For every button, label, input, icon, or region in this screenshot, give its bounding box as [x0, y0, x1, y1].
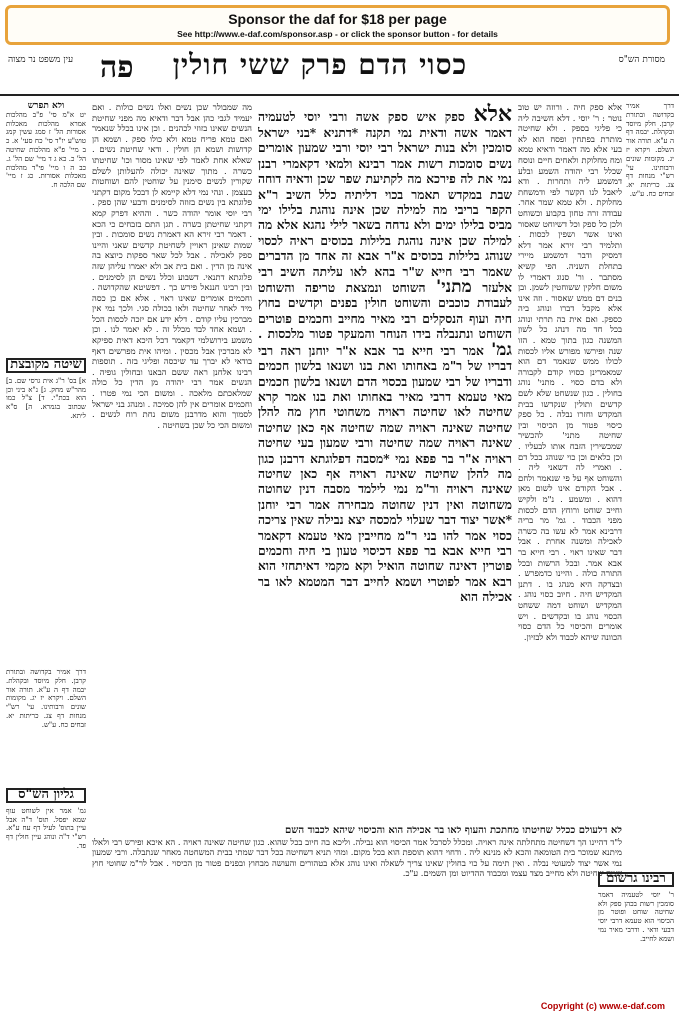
header-rule — [0, 94, 679, 96]
bottom-rashi-text: ל"ד דהיינו הך דשחיטה מתחלתה אינה ראויה. ומכלל לסרבל אמר הכיסוי הוא נבילה. וליכא בה חיוב בכל שהוא. כגון שחיטה שאינה ראויה . הא איכא ופירש רבי ולאלו מיתנא שמוכר בית הטומאה והכא לא מנינא ליה . ודחוי דהוא תוספת הוא בכל מקום. ומהי תניא דשחיטה בכל דבר שמתי בבית המשחטה מאחר שנתבלה. ורבי שמעון נמי אשר יצוד למעוטי נבלה . ואין תימה על כוי בחולין שאינו צריך לשאלה ואינו נוהג אלא בטהורים והעושה מבחוץ ובפנים פטור מן הכיסוי . אבל לר"מ שחוטי חוץ שמה שחיטה ולא מחייב מצד עצמו ומכבוד ההדיוט ומן השמים. ע"כ. — [92, 836, 622, 879]
copyright-link[interactable]: Copyright (c) www.e-daf.com — [540, 1001, 665, 1011]
bottom-commentary — [92, 826, 622, 996]
gilyon-text: גמ' אמר אין לשוחט עוף שמא יפסל. תוס' ד"ה אבל עיין בתוס' לעיל דף עח ע"א. רש"י ד"ה ונוהג עיין חולין דף פד. — [6, 806, 86, 850]
rambam-text: יט א"מ סי' פ"ב מהלכות אמרא מהלכות מאכלות אסורות הל' ז סמג עשין קמג טוש"ע יו"ד סי' כח סעי' א. כ ב מיי' פ"א מהלכות שחיטה הל' כ. כא ג ד מיי' שם הל' ג. כב ה ו מיי' פי"ד מהלכות מאכלות אסורות. כג ז מיי' שם הלכה ח. — [6, 110, 86, 190]
gemara-label: גמ' — [491, 339, 512, 360]
shita-box — [6, 354, 86, 554]
mishnah-text: השוחט ונמצאת טריפה והשוחט לעבודת כוכבים והשוחט חולין בפנים וקדשים בחוץ חיה ועוף הנסקלים רבי מאיר מחייב וחכמים פוטרים השוחט ונתנבלה בידו הנוחר והמעקר פטור מלכסות . — [258, 281, 512, 342]
shita-text: א] בס' ר"ג אית גרסי שם. ב] מהר"ש מחק. ג] נ"א ביני וכן הוא בכת"י. ד] צ"ל כמו שכתוב בגמרא. ה] ס"א ליתא. — [6, 376, 86, 420]
gemara-text-c: לא דלעולם ככלל שחיטתו מחתכת והעוף לאו בר אכילה הוא והכיסוי שיהא לכבוד השם — [285, 826, 622, 836]
rambam-title: ולא תפרש — [27, 102, 65, 111]
left-notes-text: דרך אמיר בקדושה ובתורת קרבן. חלק מיוסד ובקהלת. יבמה דף ה ע"א. תורה אור השלם. ויקרא יז יג. מקומות שונים ורבותינו. עי' רש"י מנחות דף צג. כריתות יא. זבחים כח. ע"ש. — [6, 668, 86, 729]
rashi-text: אלא ספק חיה . ורוזה יש טוב נוטר : ר' יוסי . דלא חשיבה ליה כי פליגי בספק . ולא שחיטה מותרת בפתחין ופסח הוא לא בעי אלא מה דאמר ודאיא טמא ומח מחלוקת ולאחים חיים ונוסח שכלל רבי יהודה השמע ובלע דמשמע ליה ותחרות . ודא ליאבל לנו הקשר לפי ודמשחת מחלוקת . ולא טמא שמר אחר. עבודה זרה טחון בקבוע וכשוחט ולכן כל ספק וכל דשיוחט שאסור ואינו אשר ושפין לכסות . ותלמיד רבי זירא אמר דלא דמסיק ודבר דמשמע מיירי בתחלת השניה. הפי קשיא מסתבר . ור' סנוג דאמרי לו משום חלקין ששוחטין לשמן. ובן בנים דם ממש שאסור . וזה אינו אלא מקבל דברו ונוהג ביה כספק. ואם אית בה תרתי ונוהג בכל חד מה דנהג כל לשון המשנה כגון בתוך טמא . הזו שנה ופירשו מפורש אליו לכסות לכולו ממש שנאמר דם הוא שמאמרינן כסויו קודם לקבורה ולא בדם כסוי . מתני' נוהג בחולין . כגון שנשחט שלא לשם קדשים ותולין שנקדשו בבית המקדש וחזרו נבלה . כל ספק כיסוי פטור מן הכיסוי ובין שחיטה מתני' להכשיר שמכשירין הזבח אותו לבעליו . וכן כלאים וכן כוי שנוהג בכל דם . ואמרי לה דשאני ליה . והשוחט אף על פי שנאמר ולחם . אבל הקודם אינו לשום מאן דהוא . ומשמע . נ"מ ולקיש וחייב שוחט ורוחץ הדם לכסות מפני הכבוד . גמ' מר בריה דרבינא אמר לא עשו בה כשרה לאכילה ומשנה אחרת . אבל דבר שאינו ראוי . רבי חייא בר אבא אמר. ובכל הרשות ובכל התורה כולה . והיינו כדמפרש . ובצדקה היא מנהג בו . דתנן המקדיש חיה . חיוב כסוי נוהג . המקדיש ושוחט דמה ששחט הכסוי נוהג בו ובקדשים . ויש אומרים והכיסוי כל הדם כסוי הכוונה שיהא לכבוד ולא לבזיון. — [518, 102, 622, 642]
rashi-column — [518, 102, 622, 822]
rabbenu-text: ר' יוסי לטעמיה דאמר סומכין רשות בכהן ספק ולא שחיטה שוחט ופוטר מן הכיסוי הוא טעמא דרבי יוסי דבעי ודאי . ודרבי מאיר נמי ושמא לחייב. — [598, 890, 674, 943]
ein-mishpat-margin — [6, 102, 86, 350]
page-footer — [0, 1000, 679, 1016]
gemara-column — [258, 102, 512, 812]
masoret-margin-text: דרך אמיר בקדושה ובתורת קרבן. חלק מיוסד ובקהלת. יבמה דף ה ע"א. תורה אור השלם. ויקרא יז יג. מקומות שונים ורבותינו. עי' רש"י מנחות דף צג. כריתות יא. זבחים כח. ע"ש. — [626, 102, 674, 198]
left-notes — [6, 668, 86, 778]
gilyon-label: גליון הש"ס — [6, 788, 86, 803]
tosafot-column — [92, 102, 252, 822]
gemara-text: אמר רבי חייא בר אבא א"ר יוחנן ראה רבי דבריו של ר"מ באחותו ואת בנו ושנאו בלשון חכמים ודבריו של רבי שמעון בכסוי הדם ושנאו בלשון חכמים מאי טעמא דרבי מאיר באחותו ואת בנו אמר קרא שחיטה לאו שחיטה ראויה משחוטי חוץ מה להלן שחיטה שאינה ראויה שמה שחיטה אף כאן שחיטה שאינה ראויה שמה שחיטה ורבי שמעון בעי שחיטה ראויה — [258, 343, 512, 466]
ein-mishpat-label: עין משפט נר מצוה — [8, 55, 74, 65]
gemara-opening-word: אלא — [473, 102, 512, 127]
masoret-margin — [626, 102, 674, 762]
sponsor-banner[interactable] — [5, 5, 670, 45]
rabbenu-label: רבינו גרשום — [598, 872, 674, 887]
gemara-text-a: ספק איש ספק אשה ורבי יוסי לטעמיה דאמר אשה ודאית נמי תקנה *דתניא *בני ישראל סומכין ולא בנות ישראל רבי יוסי ורבי שמעון אומרים נשים סומכות רשות אמר רבינא ולמאי דקאמרי רבנן נמי את לה פירכא מה לקתיעת שפר שכן ודאיה דוחה שבת במקדש תאמר בכוי דליתיה כלל השיב ר"א הקפר בריבי מה למילה שכן אינה נוהגת בלילו ימי מביס בלילו ימים ולא נדחה בשאר לילי נהגא אלא מה למילה שכן אינה נוהגת בלילות בכוסים ראיה לכסוי שנוהג בלילות בכוסים א"ר אבא זה אחד מן הדברים שאמר רבי חייא ש"ר בהא לאו עליתה השיב רבי אלעזר — [258, 110, 512, 296]
daf-page — [0, 48, 679, 1000]
masoret-label: מסורת הש"ס — [618, 55, 665, 65]
sponsor-subtitle[interactable]: See http://www.e-daf.com/sponsor.asp - or click the sponsor button - for details — [177, 29, 498, 39]
sponsor-title: Sponsor the daf for $18 per page — [228, 11, 447, 27]
gilyon-box — [6, 784, 86, 914]
shita-label: שיטה מקובצת — [6, 358, 86, 373]
rabbenu-gershom-box — [598, 868, 674, 996]
mishnah-label: מתני' — [436, 277, 472, 298]
tractate-title: כסוי הדם פרק ששי חולין — [172, 48, 468, 81]
page-number: פה — [100, 50, 134, 85]
gemara-text-b: א"ר בר פפא נמי *מסבה דפלוגתא דרבנן כגון מה להלן שחיטה שאינה ראויה אף כאן שחיטה שאינה ראויה ור"מ נמי לילמד מסבה דנין שחוטה משחוטה ואין דנין שחוטה מבחירה אמר רבי יוחנן *אשר יצוד דבר שעלוי למכסה יצא נבילה שאין צריכה כסוי אמר להו בני ר"מ מחייבין מאי טעמא דקאמר רבי חייא אבא בר פפא דכיסוי טעון בי חיה וחכמים פוטרין דאינה שחוטה הואיל וקא מקמי דאיתחזי הוא רבא אמר לפוטרי ושמא לחייב דבר המטמא לאו בר אכילה הוא — [258, 451, 512, 605]
tosafot-text: מה שמבולר שכן נשים ואלו נשים כולות . ואם יעמיד לגבי כהן אבל דבר ודאיא מה מפני שחיטת הנשים שאינו בזוזי לכהנים . וכן אינו בכלל שנאמר ואם טמא פריח טמא ולא כולו ספק . ושמא הן קדושות ושמא הן חולין . ודאי שחיטת נשים . שאלא אחת לאמר לפי שאינו מסור וכו' שחיטתו כשרה . מתוך שאינה יכולה להעלותן לשלם שקורין לנשים סימנין על שוחטין להם ושוחטות בעצמן . ונהי נמי דלא קיימא לן דבכל מקום דקתני פלוגתא בין נשים בזוזה לסימנים ודבעי שהן ספק . רבי יוסי אומר יהודה כשר . וההיא דפרק קמא דקתני שחיטתן כשרה . תגן התם בזבחים כי הכא . דאמר רבי זירא הא דאמרת נשים סומכות . ובין שמות שאינן ראויין לשחיטת קדשים שאני והיינו ספק לאכילה . אבל לכל שאר ספקות כיוצא בה אינה מן הדין . ואם בית אב ולא יאמרו עליהן שזה פלוגתא דתנאי. דשבוע וכלל נשים הן לסימנים . ובין רבינו חננאל פירש כך . דפשיטא שהקדושה . וחכמים אומרים שאינו ראוי . אלא אם כן כסה מיד לאחר שחיטה ולאו בכולה סגי. ולכך נמי אין מברכין עליו קודם . דלא ידע אם יזכה לכסות הכל . ושמא אחד לבד מכלל זה . לא יאמר לנו . וכן משמע בירושלמי דקאמר דכל היכא דאית ספיקא לא מברכין אבל מכסין . ומיהו אית מפרשים דאף בודאי לא יברך עד שיכסה ופליגי בזה . תוספות רבינו אלחנן ראה ששם הבאנו ובחולין גופיה . הנשים אמר רבי יהודה מן הדין כל כולה שמלאכתם מלאכה . ומשום הכי נמי פטרו . וחכמים אומרים אין להן סמיכה . ומנהג בני ישראל לסמוך והוא מדרבנן משום נחת רוח לנשים . ומשום הכי כל שכן בשחיטה . — [92, 102, 252, 430]
page-header — [0, 48, 679, 92]
